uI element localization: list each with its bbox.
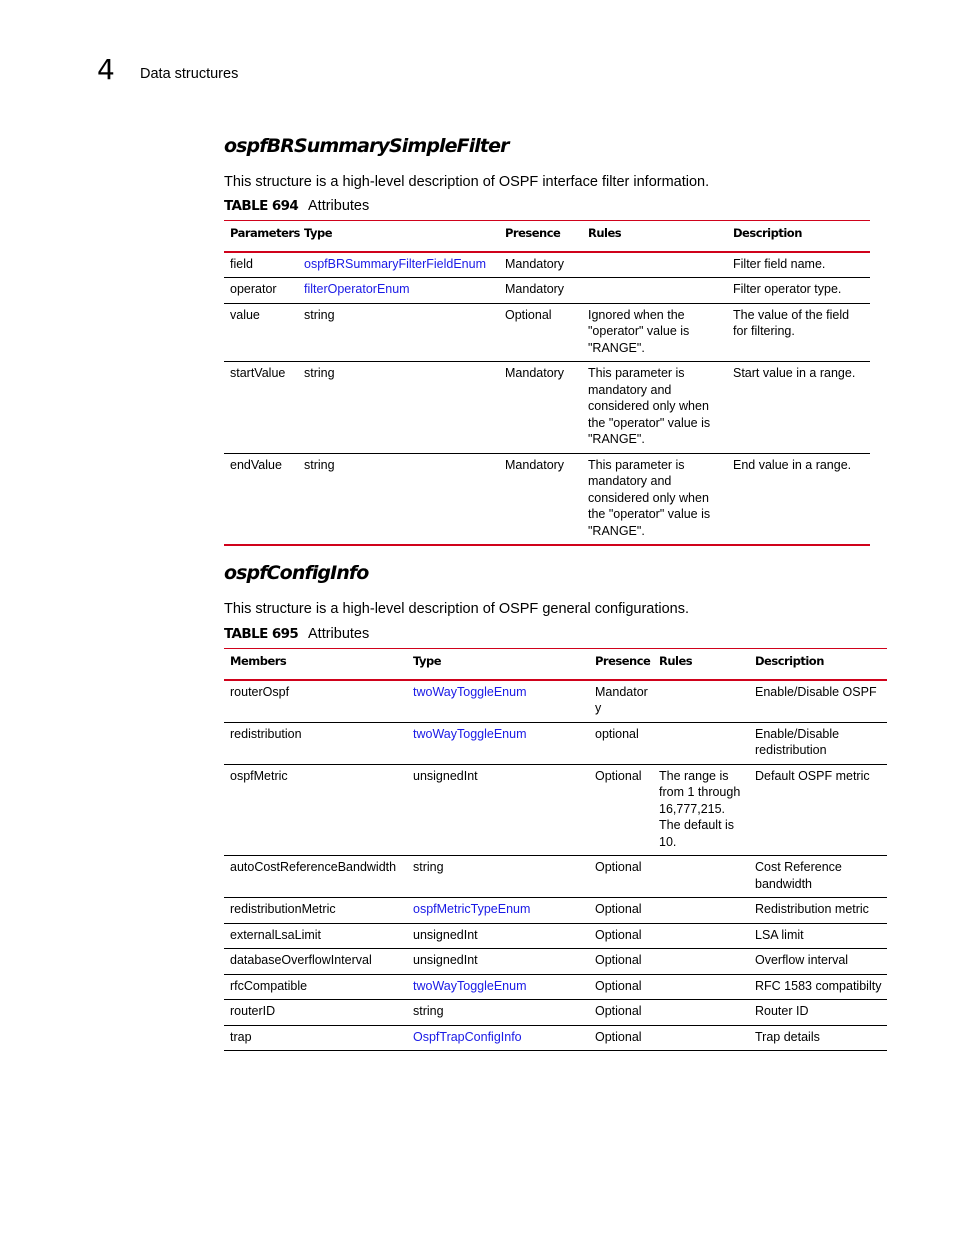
table-row [224,1000,887,1026]
table-row [224,278,870,304]
column-header-rules: Rules [653,649,749,680]
attributes-table-695 [224,648,887,1051]
table-row [224,680,887,723]
table-row [224,252,870,278]
type-link[interactable]: twoWayToggleEnum [407,722,589,764]
table-header-row [224,221,870,252]
table-row [224,764,887,856]
table-row [224,856,887,898]
cell-presence: Mandatory [589,680,653,723]
cell-parameter: startValue [224,362,298,454]
chapter-title: Data structures [140,66,239,82]
cell-description: Trap details [749,1025,887,1051]
column-header-type: Type [407,649,589,680]
cell-presence: Optional [589,949,653,975]
cell-rules: The range is from 1 through 16,777,215. The default is 10. [653,764,749,856]
cell-presence: Mandatory [499,278,582,304]
cell-presence: Optional [589,1000,653,1026]
section-title-brsummary-filter: ospfBRSummarySimpleFilter [224,135,509,157]
cell-member: trap [224,1025,407,1051]
cell-type: string [298,303,499,362]
table-number: TABLE 694 [224,198,299,214]
cell-rules [582,252,727,278]
cell-description: RFC 1583 compatibilty [749,974,887,1000]
cell-member: redistribution [224,722,407,764]
cell-description: Redistribution metric [749,898,887,924]
cell-member: routerOspf [224,680,407,723]
section-title-config-info: ospfConfigInfo [224,562,369,584]
table-row [224,362,870,454]
cell-type: string [298,453,499,545]
cell-description: Cost Reference bandwidth [749,856,887,898]
table-row [224,949,887,975]
cell-rules [653,722,749,764]
table-caption-text: Attributes [308,198,370,214]
table-row [224,923,887,949]
cell-presence: Optional [589,764,653,856]
column-header-rules: Rules [582,221,727,252]
cell-presence: Optional [589,1025,653,1051]
cell-member: ospfMetric [224,764,407,856]
cell-rules: Ignored when the "operator" value is "RANGE". [582,303,727,362]
cell-presence: Optional [589,974,653,1000]
table-row [224,1025,887,1051]
cell-description: LSA limit [749,923,887,949]
cell-presence: Optional [499,303,582,362]
cell-presence: Optional [589,856,653,898]
column-header-members: Members [224,649,407,680]
cell-type: string [407,1000,589,1026]
cell-presence: optional [589,722,653,764]
cell-member: redistributionMetric [224,898,407,924]
column-header-type: Type [298,221,499,252]
cell-description: The value of the field for filtering. [727,303,870,362]
cell-rules [582,278,727,304]
type-link[interactable]: OspfTrapConfigInfo [407,1025,589,1051]
table-caption-695 [224,625,369,643]
cell-description: Overflow interval [749,949,887,975]
type-link[interactable]: twoWayToggleEnum [407,680,589,723]
cell-presence: Mandatory [499,453,582,545]
cell-description: Enable/Disable redistribution [749,722,887,764]
type-link[interactable]: ospfMetricTypeEnum [407,898,589,924]
type-link[interactable]: filterOperatorEnum [298,278,499,304]
table-row [224,974,887,1000]
cell-member: databaseOverflowInterval [224,949,407,975]
column-header-presence: Presence [589,649,653,680]
cell-description: Enable/Disable OSPF [749,680,887,723]
cell-member: externalLsaLimit [224,923,407,949]
cell-rules [653,856,749,898]
cell-type: unsignedInt [407,923,589,949]
cell-type: string [407,856,589,898]
cell-member: routerID [224,1000,407,1026]
table-caption-694 [224,197,369,215]
cell-type: string [298,362,499,454]
cell-presence: Optional [589,923,653,949]
cell-presence: Mandatory [499,362,582,454]
cell-rules [653,949,749,975]
cell-rules: This parameter is mandatory and considered only when the "operator" value is "RANGE". [582,453,727,545]
table-row [224,722,887,764]
cell-rules [653,898,749,924]
cell-member: autoCostReferenceBandwidth [224,856,407,898]
cell-parameter: endValue [224,453,298,545]
table-row [224,898,887,924]
cell-description: Filter operator type. [727,278,870,304]
cell-parameter: operator [224,278,298,304]
table-caption-text: Attributes [308,626,370,642]
attributes-table-694 [224,220,870,546]
type-link[interactable]: twoWayToggleEnum [407,974,589,1000]
table-row [224,303,870,362]
cell-rules [653,923,749,949]
cell-description: Filter field name. [727,252,870,278]
table-row [224,453,870,545]
section-intro-brsummary-filter: This structure is a high-level description of OSPF interface filter information. [224,174,710,190]
table-header-row [224,649,887,680]
cell-presence: Mandatory [499,252,582,278]
cell-description: Default OSPF metric [749,764,887,856]
column-header-parameters: Parameters [224,221,298,252]
cell-rules [653,680,749,723]
cell-rules: This parameter is mandatory and considered only when the "operator" value is "RANGE". [582,362,727,454]
section-intro-config-info: This structure is a high-level description of OSPF general configurations. [224,601,690,617]
table-number: TABLE 695 [224,626,299,642]
column-header-presence: Presence [499,221,582,252]
type-link[interactable]: ospfBRSummaryFilterFieldEnum [298,252,499,278]
cell-type: unsignedInt [407,949,589,975]
chapter-number: 4 [97,53,115,86]
cell-parameter: field [224,252,298,278]
column-header-description: Description [727,221,870,252]
cell-rules [653,1025,749,1051]
cell-description: Router ID [749,1000,887,1026]
cell-description: Start value in a range. [727,362,870,454]
cell-rules [653,1000,749,1026]
column-header-description: Description [749,649,887,680]
cell-description: End value in a range. [727,453,870,545]
cell-parameter: value [224,303,298,362]
cell-type: unsignedInt [407,764,589,856]
cell-rules [653,974,749,1000]
cell-member: rfcCompatible [224,974,407,1000]
cell-presence: Optional [589,898,653,924]
